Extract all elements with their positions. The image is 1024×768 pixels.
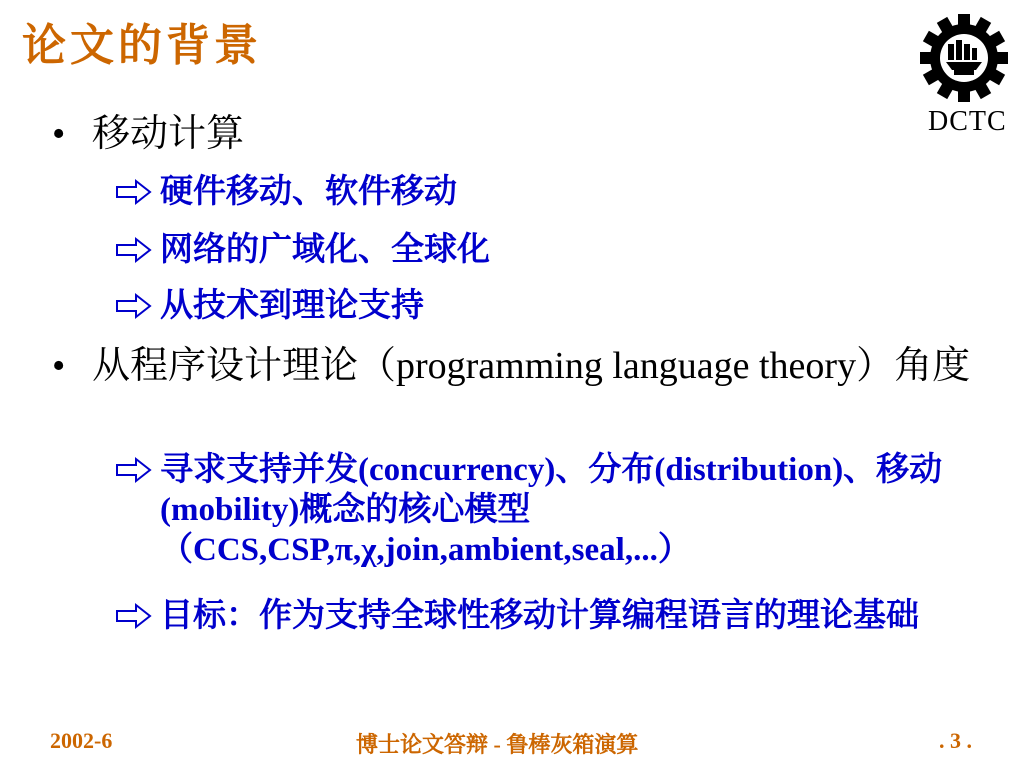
sub-item-text: 网络的广域化、全球化: [160, 232, 490, 268]
hollow-arrow-icon: [114, 292, 154, 320]
bullet-item: [52, 342, 992, 390]
gear-icon: [918, 10, 1010, 108]
sub-item: [114, 450, 984, 570]
bullet-text: 从程序设计理论（programming language theory）角度: [92, 345, 971, 387]
page-title: 论文的背景: [22, 21, 262, 70]
bullet-symbol: •: [52, 113, 66, 155]
hollow-arrow-icon: [114, 236, 154, 264]
sub-item: [114, 230, 984, 270]
hollow-arrow-icon: [114, 178, 154, 206]
hollow-arrow-icon: [114, 456, 154, 484]
bullet-item: [52, 110, 992, 158]
sub-item-text: 寻求支持并发(concurrency)、分布(distribution)、移动(mobility)概念的核心模型（CCS,CSP,π,χ,join,ambient,seal,...）: [160, 452, 943, 568]
footer-page-number: . 3 .: [939, 728, 972, 753]
footer-title: 博士论文答辩 - 鲁棒灰箱演算: [356, 732, 639, 757]
sub-item-text: 硬件移动、软件移动: [160, 174, 457, 210]
sub-item-text: 从技术到理论支持: [160, 288, 424, 324]
footer-date: 2002-6: [50, 728, 113, 753]
bullet-symbol: •: [52, 345, 66, 387]
sub-item-text: 目标：作为支持全球性移动计算编程语言的理论基础: [160, 598, 919, 634]
hollow-arrow-icon: [114, 602, 154, 630]
sub-item: [114, 172, 984, 212]
logo-text: DCTC: [928, 106, 1007, 137]
sub-item: [114, 286, 984, 326]
sub-item: [114, 596, 984, 636]
bullet-text: 移动计算: [92, 113, 245, 155]
